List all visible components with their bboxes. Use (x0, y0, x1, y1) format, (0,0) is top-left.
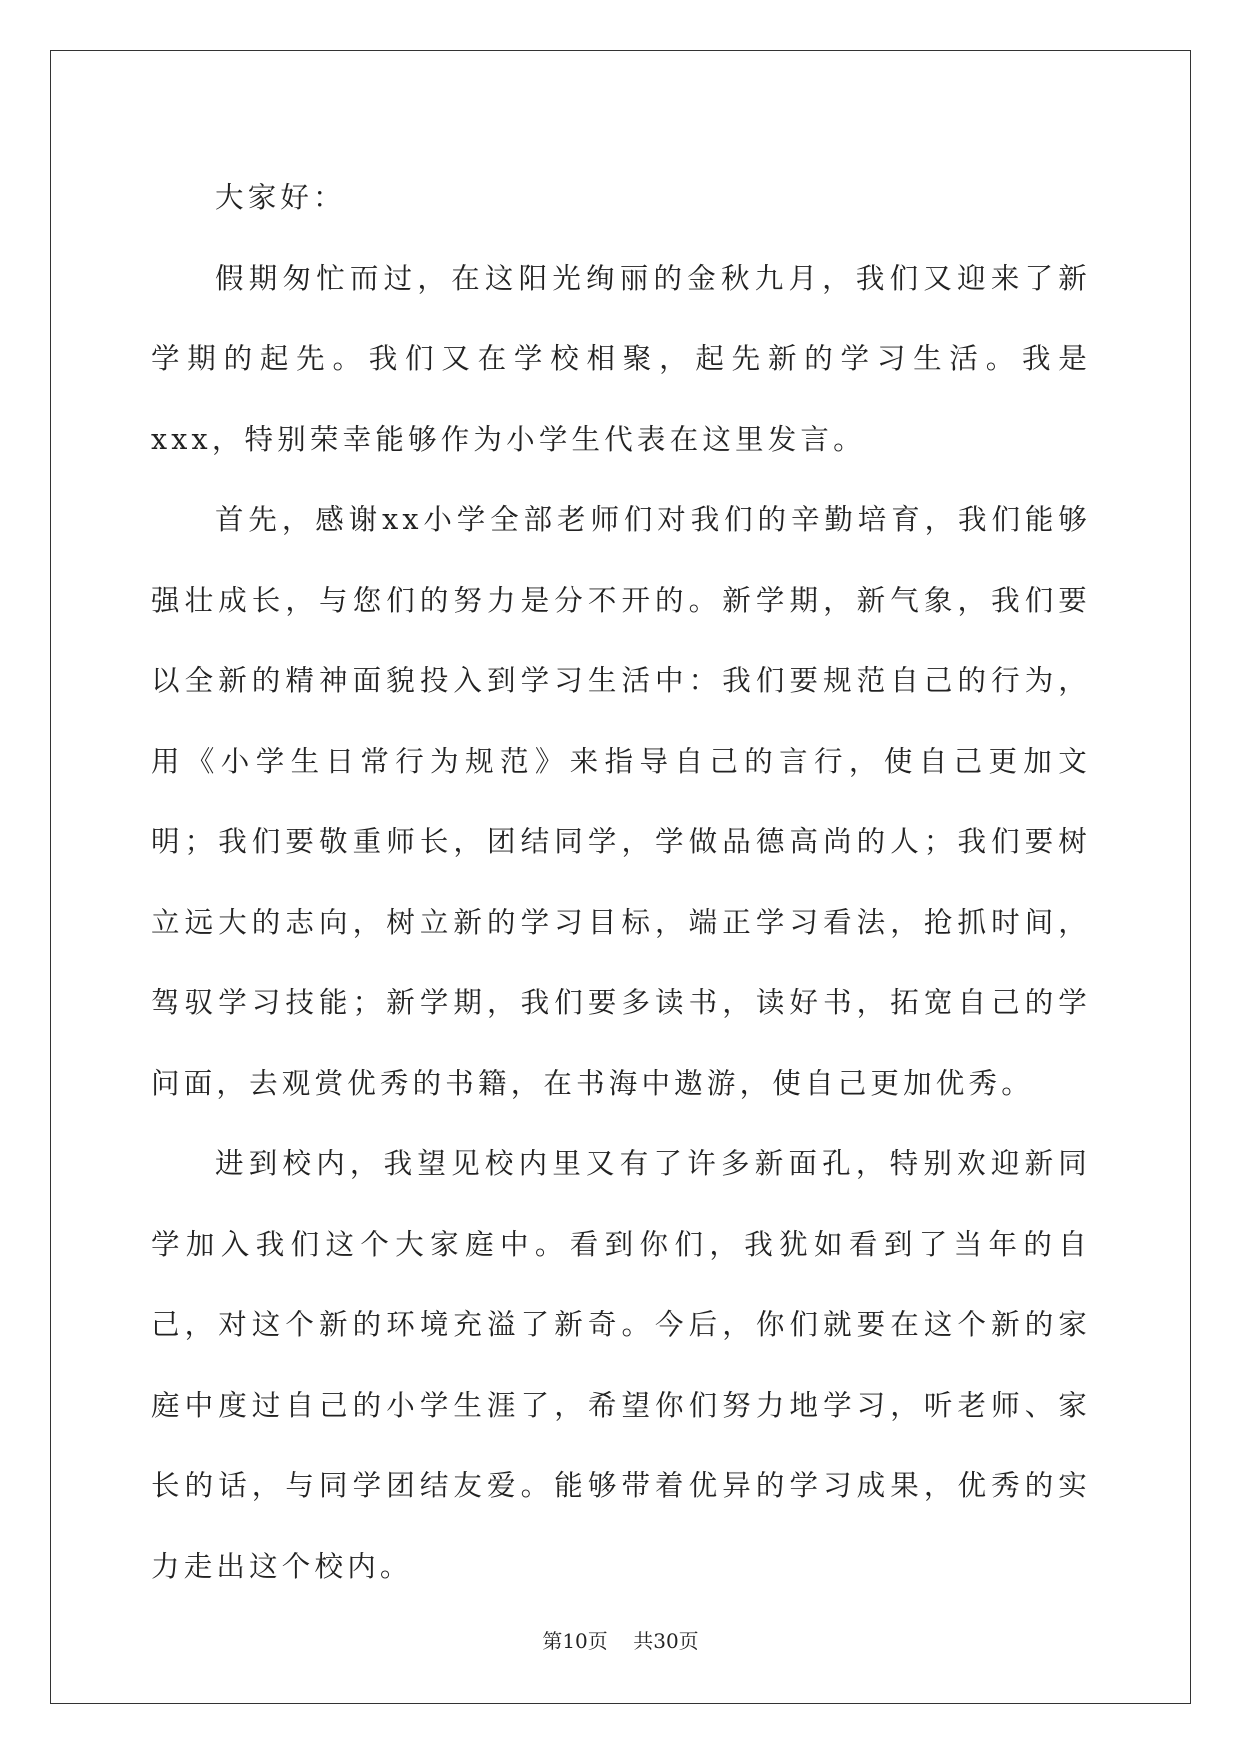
paragraph-3: 进到校内，我望见校内里又有了许多新面孔，特别欢迎新同学加入我们这个大家庭中。看到你们，我犹如看到了当年的自己，对这个新的环境充溢了新奇。今后，你们就要在这个新的家庭中度过自己的小学生涯了，希望你们努力地学习，听老师、家长的话，与同学团结友爱。能够带着优异的学习成果，优秀的实力走出这个校内。 (151, 1147, 1091, 1583)
page-total: 共30页 (633, 1629, 699, 1653)
paragraph-2: 首先，感谢xx小学全部老师们对我们的辛勤培育，我们能够强壮成长，与您们的努力是分不开的。新学期，新气象，我们要以全新的精神面貌投入到学习生活中：我们要规范自己的行为，用《小学生日常行为规范》来指导自己的言行，使自己更加文明；我们要敬重师长，团结同学，学做品德高尚的人；我们要树立远大的志向，树立新的学习目标，端正学习看法，抢抓时间，驾驭学习技能；新学期，我们要多读书，读好书，拓宽自己的学问面，去观赏优秀的书籍，在书海中遨游，使自己更加优秀。 (151, 503, 1091, 1100)
greeting-line: 大家好： (215, 181, 346, 214)
page-footer (0, 1625, 1241, 1654)
paragraph-1: 假期匆忙而过，在这阳光绚丽的金秋九月，我们又迎来了新学期的起先。我们又在学校相聚，起先新的学习生活。我是xxx，特别荣幸能够作为小学生代表在这里发言。 (151, 261, 1091, 456)
page-number: 第10页 (542, 1629, 608, 1653)
document-body (151, 158, 1091, 1607)
